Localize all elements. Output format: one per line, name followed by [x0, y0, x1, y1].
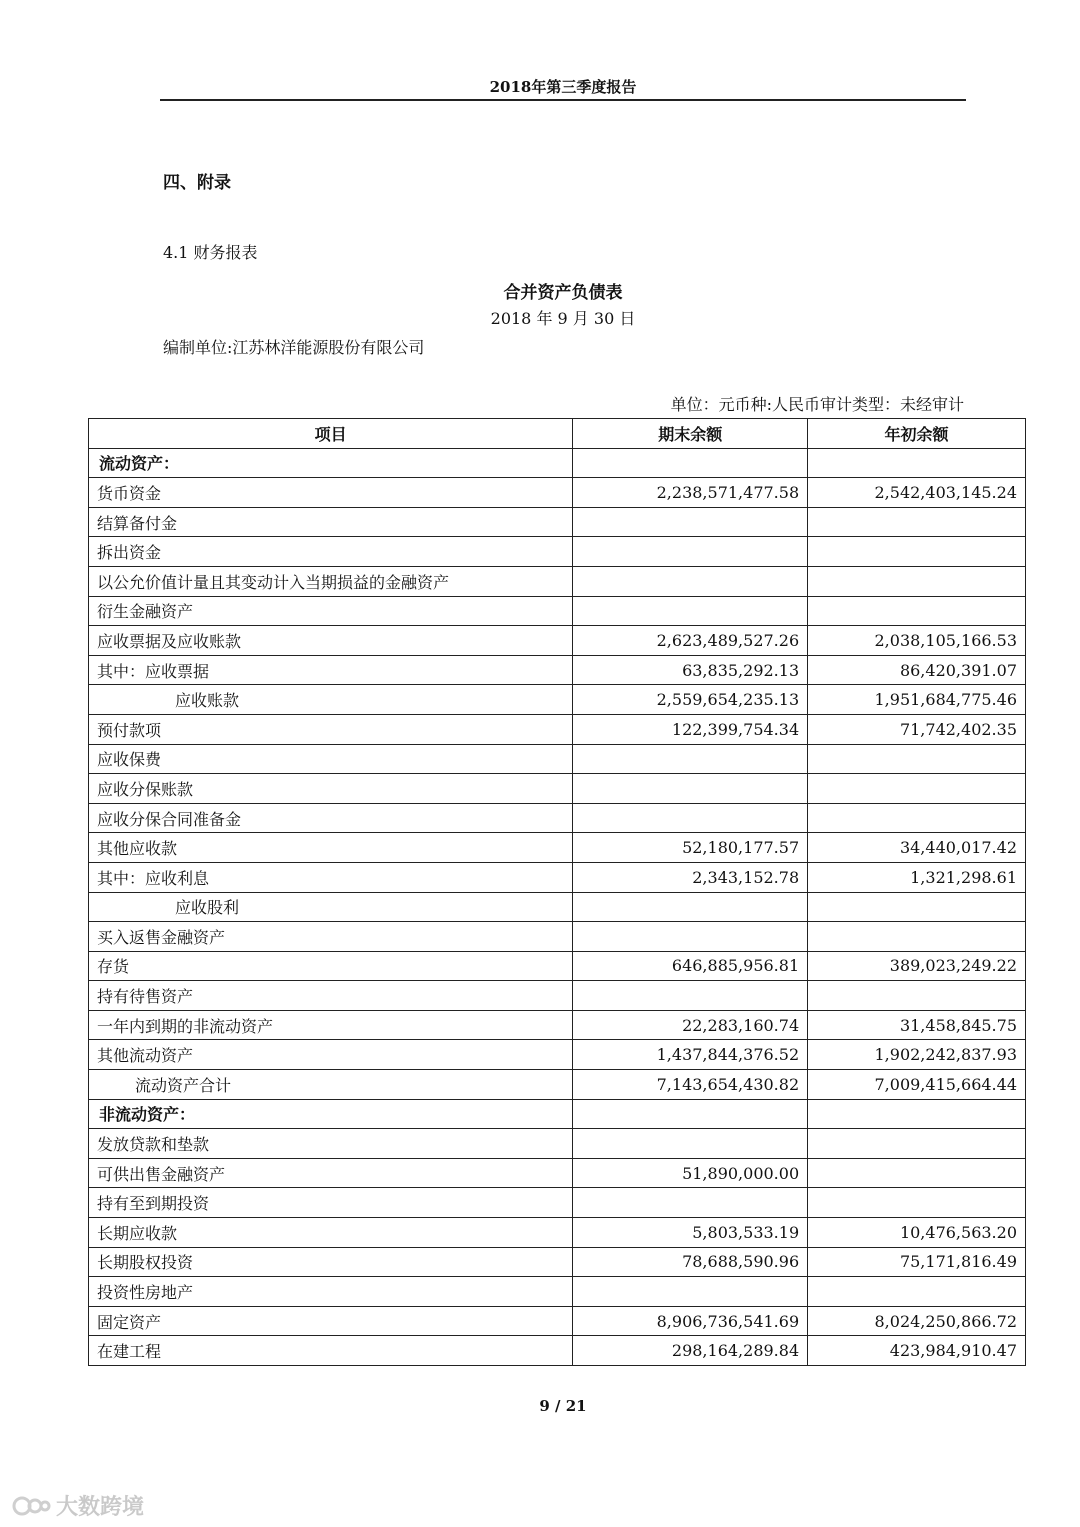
section-title: 四、附录: [163, 173, 231, 193]
row-period-end-value: 122,399,754.34: [573, 714, 808, 744]
row-item-label: 应收票据及应收账款: [89, 626, 573, 656]
row-item-label: 应收账款: [89, 685, 573, 715]
table-row: [89, 507, 1026, 537]
row-period-end-value: [573, 596, 808, 626]
row-item-label: 可供出售金融资产: [89, 1158, 573, 1188]
row-period-end-value: 7,143,654,430.82: [573, 1070, 808, 1100]
row-item-label: 其他流动资产: [89, 1040, 573, 1070]
row-year-begin-value: 10,476,563.20: [808, 1218, 1026, 1248]
row-year-begin-value: 1,321,298.61: [808, 862, 1026, 892]
table-row: [89, 1099, 1026, 1129]
row-period-end-value: 22,283,160.74: [573, 1010, 808, 1040]
row-period-end-value: [573, 981, 808, 1011]
row-year-begin-value: [808, 922, 1026, 952]
row-year-begin-value: [808, 774, 1026, 804]
column-header-year-begin: 年初余额: [808, 419, 1026, 449]
row-item-label: 买入返售金融资产: [89, 922, 573, 952]
header-divider: [160, 99, 966, 101]
row-year-begin-value: 31,458,845.75: [808, 1010, 1026, 1040]
row-period-end-value: 298,164,289.84: [573, 1336, 808, 1366]
row-year-begin-value: 1,951,684,775.46: [808, 685, 1026, 715]
table-row: [89, 1070, 1026, 1100]
row-period-end-value: 646,885,956.81: [573, 951, 808, 981]
row-year-begin-value: [808, 566, 1026, 596]
table-row: [89, 714, 1026, 744]
row-period-end-value: [573, 774, 808, 804]
row-item-label: 非流动资产：: [89, 1099, 573, 1129]
row-item-label: 结算备付金: [89, 507, 573, 537]
table-row: [89, 1010, 1026, 1040]
watermark: [12, 1490, 144, 1521]
table-row: [89, 981, 1026, 1011]
row-item-label: 发放贷款和垫款: [89, 1129, 573, 1159]
row-period-end-value: [573, 1129, 808, 1159]
row-item-label: 流动资产合计: [89, 1070, 573, 1100]
table-row: [89, 862, 1026, 892]
row-year-begin-value: [808, 507, 1026, 537]
row-item-label: 以公允价值计量且其变动计入当期损益的金融资产: [89, 566, 573, 596]
table-row: [89, 1040, 1026, 1070]
table-row: [89, 744, 1026, 774]
row-period-end-value: 78,688,590.96: [573, 1247, 808, 1277]
row-period-end-value: 52,180,177.57: [573, 833, 808, 863]
row-year-begin-value: 71,742,402.35: [808, 714, 1026, 744]
row-period-end-value: 2,559,654,235.13: [573, 685, 808, 715]
row-item-label: 应收分保账款: [89, 774, 573, 804]
row-year-begin-value: [808, 1188, 1026, 1218]
table-title: 合并资产负债表: [503, 283, 623, 303]
table-row: [89, 537, 1026, 567]
row-item-label: 一年内到期的非流动资产: [89, 1010, 573, 1040]
row-year-begin-value: 34,440,017.42: [808, 833, 1026, 863]
table-row: [89, 833, 1026, 863]
row-year-begin-value: [808, 1099, 1026, 1129]
row-item-label: 其他应收款: [89, 833, 573, 863]
page-number: 9 / 21: [539, 1397, 587, 1415]
row-year-begin-value: [808, 803, 1026, 833]
row-period-end-value: [573, 803, 808, 833]
column-header-period-end: 期末余额: [573, 419, 808, 449]
row-item-label: 应收分保合同准备金: [89, 803, 573, 833]
table-row: [89, 1336, 1026, 1366]
row-year-begin-value: [808, 744, 1026, 774]
watermark-text: 大数跨境: [56, 1495, 145, 1520]
row-period-end-value: [573, 922, 808, 952]
subsection-title: 4.1 财务报表: [163, 243, 258, 262]
table-header-row: [89, 419, 1026, 449]
row-period-end-value: [573, 566, 808, 596]
table-row: [89, 478, 1026, 508]
row-item-label: 长期股权投资: [89, 1247, 573, 1277]
row-year-begin-value: [808, 537, 1026, 567]
row-period-end-value: 8,906,736,541.69: [573, 1306, 808, 1336]
row-item-label: 持有待售资产: [89, 981, 573, 1011]
table-row: [89, 655, 1026, 685]
row-period-end-value: [573, 1277, 808, 1307]
row-period-end-value: [573, 507, 808, 537]
table-row: [89, 774, 1026, 804]
table-row: [89, 922, 1026, 952]
table-row: [89, 1158, 1026, 1188]
row-item-label: 持有至到期投资: [89, 1188, 573, 1218]
table-row: [89, 1188, 1026, 1218]
row-item-label: 衍生金融资产: [89, 596, 573, 626]
row-period-end-value: [573, 744, 808, 774]
row-period-end-value: 5,803,533.19: [573, 1218, 808, 1248]
row-period-end-value: 2,623,489,527.26: [573, 626, 808, 656]
row-item-label: 固定资产: [89, 1306, 573, 1336]
row-item-label: 投资性房地产: [89, 1277, 573, 1307]
report-header-title: 2018年第三季度报告: [489, 78, 637, 96]
row-year-begin-value: 86,420,391.07: [808, 655, 1026, 685]
table-row: [89, 1129, 1026, 1159]
row-item-label: 预付款项: [89, 714, 573, 744]
balance-sheet-table: [88, 418, 1026, 1366]
row-year-begin-value: 7,009,415,664.44: [808, 1070, 1026, 1100]
table-row: [89, 1277, 1026, 1307]
row-year-begin-value: [808, 1129, 1026, 1159]
table-row: [89, 448, 1026, 478]
row-period-end-value: [573, 448, 808, 478]
table-row: [89, 685, 1026, 715]
table-row: [89, 1218, 1026, 1248]
row-year-begin-value: 2,038,105,166.53: [808, 626, 1026, 656]
row-year-begin-value: [808, 1277, 1026, 1307]
row-year-begin-value: [808, 892, 1026, 922]
row-period-end-value: 2,238,571,477.58: [573, 478, 808, 508]
row-year-begin-value: 423,984,910.47: [808, 1336, 1026, 1366]
column-header-item: 项目: [89, 419, 573, 449]
table-row: [89, 951, 1026, 981]
compiler-unit: 编制单位:江苏林洋能源股份有限公司: [163, 338, 425, 357]
row-item-label: 长期应收款: [89, 1218, 573, 1248]
row-period-end-value: 1,437,844,376.52: [573, 1040, 808, 1070]
table-row: [89, 596, 1026, 626]
row-period-end-value: [573, 892, 808, 922]
row-year-begin-value: 2,542,403,145.24: [808, 478, 1026, 508]
row-year-begin-value: [808, 596, 1026, 626]
row-year-begin-value: [808, 1158, 1026, 1188]
row-year-begin-value: 1,902,242,837.93: [808, 1040, 1026, 1070]
currency-unit-line: 单位：元币种:人民币审计类型：未经审计: [670, 395, 964, 414]
row-item-label: 在建工程: [89, 1336, 573, 1366]
row-item-label: 应收股利: [89, 892, 573, 922]
row-year-begin-value: [808, 448, 1026, 478]
row-item-label: 其中：应收票据: [89, 655, 573, 685]
row-period-end-value: [573, 1188, 808, 1218]
row-period-end-value: 51,890,000.00: [573, 1158, 808, 1188]
table-row: [89, 892, 1026, 922]
row-item-label: 存货: [89, 951, 573, 981]
table-row: [89, 626, 1026, 656]
row-period-end-value: 2,343,152.78: [573, 862, 808, 892]
row-item-label: 其中：应收利息: [89, 862, 573, 892]
row-period-end-value: [573, 537, 808, 567]
table-date: 2018 年 9 月 30 日: [490, 309, 636, 328]
table-row: [89, 1247, 1026, 1277]
row-item-label: 流动资产：: [89, 448, 573, 478]
row-year-begin-value: 389,023,249.22: [808, 951, 1026, 981]
watermark-logo-icon: [12, 1493, 52, 1519]
row-item-label: 货币资金: [89, 478, 573, 508]
row-year-begin-value: 8,024,250,866.72: [808, 1306, 1026, 1336]
row-item-label: 应收保费: [89, 744, 573, 774]
row-year-begin-value: [808, 981, 1026, 1011]
table-row: [89, 1306, 1026, 1336]
row-year-begin-value: 75,171,816.49: [808, 1247, 1026, 1277]
row-item-label: 拆出资金: [89, 537, 573, 567]
row-period-end-value: 63,835,292.13: [573, 655, 808, 685]
row-period-end-value: [573, 1099, 808, 1129]
table-row: [89, 566, 1026, 596]
table-row: [89, 803, 1026, 833]
